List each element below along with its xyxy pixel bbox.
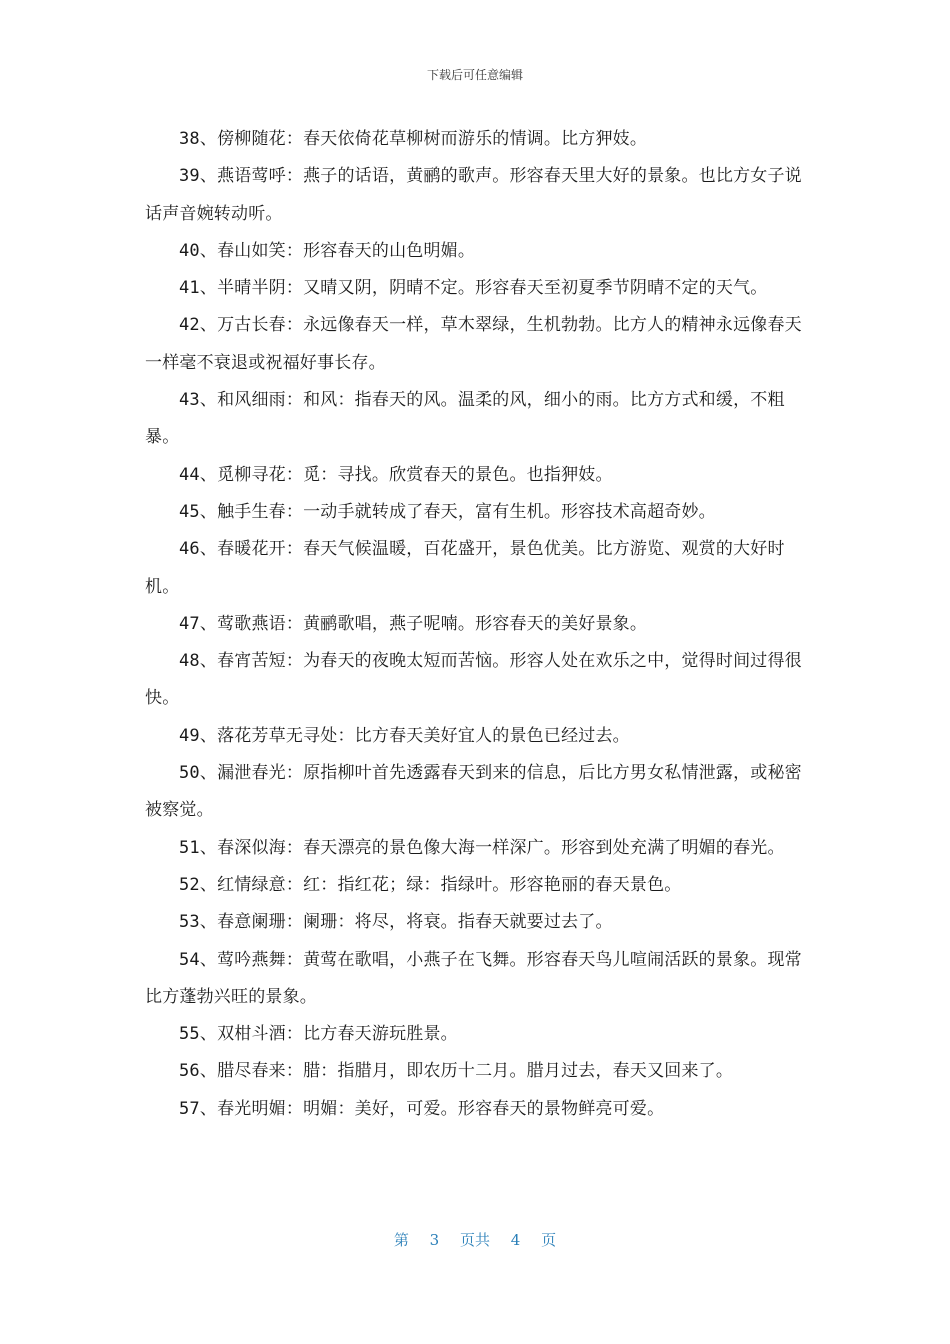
list-item: 52、红情绿意：红：指红花；绿：指绿叶。形容艳丽的春天景色。 xyxy=(179,874,682,895)
page-label-middle: 页共 xyxy=(459,1231,490,1249)
page-label-prefix: 第 xyxy=(393,1231,409,1249)
page-label-suffix: 页 xyxy=(541,1231,557,1249)
list-item: 48、春宵苦短：为春天的夜晚太短而苦恼。形容人处在欢乐之中，觉得时间过得很快。 xyxy=(145,651,802,709)
list-item: 45、触手生春：一动手就转成了春天，富有生机。形容技术高超奇妙。 xyxy=(179,501,716,522)
list-item: 57、春光明媚：明媚：美好，可爱。形容春天的景物鲜亮可爱。 xyxy=(179,1098,665,1119)
list-item: 51、春深似海：春天漂亮的景色像大海一样深广。形容到处充满了明媚的春光。 xyxy=(179,837,785,858)
list-item: 43、和风细雨：和风：指春天的风。温柔的风，细小的雨。比方方式和缓，不粗暴。 xyxy=(145,390,785,448)
list-item: 55、双柑斗酒：比方春天游玩胜景。 xyxy=(179,1024,458,1045)
page-header: 下载后可任意编辑 xyxy=(426,68,523,82)
list-item: 39、燕语莺呼：燕子的话语，黄鹂的歌声。形容春天里大好的景象。也比方女子说话声音婉转动听。 xyxy=(145,166,802,224)
list-item: 54、莺吟燕舞：黄莺在歌唱，小燕子在飞舞。形容春天鸟儿喧闹活跃的景象。现常比方蓬勃兴旺的景象。 xyxy=(145,949,802,1007)
list-item: 49、落花芳草无寻处：比方春天美好宜人的景色已经过去。 xyxy=(179,725,630,746)
list-item: 50、漏泄春光：原指柳叶首先透露春天到来的信息，后比方男女私情泄露，或秘密被察觉。 xyxy=(145,763,802,821)
list-item: 47、莺歌燕语：黄鹂歌唱，燕子呢喃。形容春天的美好景象。 xyxy=(179,613,648,634)
list-item: 56、腊尽春来：腊：指腊月，即农历十二月。腊月过去，春天又回来了。 xyxy=(179,1061,734,1082)
total-page-count: 4 xyxy=(510,1231,521,1249)
list-item: 38、傍柳随花：春天依倚花草柳树而游乐的情调。比方狎妓。 xyxy=(179,129,648,149)
list-item: 41、半晴半阴：又晴又阴，阴晴不定。形容春天至初夏季节阴晴不定的天气。 xyxy=(179,278,768,299)
list-item: 46、春暖花开：春天气候温暖，百花盛开，景色优美。比方游览、观赏的大好时机。 xyxy=(145,539,785,597)
list-item: 42、万古长春：永远像春天一样，草木翠绿，生机勃勃。比方人的精神永远像春天一样毫不衰退或祝福好事长存。 xyxy=(145,315,802,373)
list-item: 53、春意阑珊：阑珊：将尽，将衰。指春天就要过去了。 xyxy=(179,912,613,933)
page-footer xyxy=(0,1229,950,1250)
list-item: 44、觅柳寻花：觅：寻找。欣赏春天的景色。也指狎妓。 xyxy=(179,464,613,485)
current-page-number: 3 xyxy=(429,1231,440,1249)
list-item: 40、春山如笑：形容春天的山色明媚。 xyxy=(179,240,476,261)
document-body xyxy=(145,121,813,1128)
